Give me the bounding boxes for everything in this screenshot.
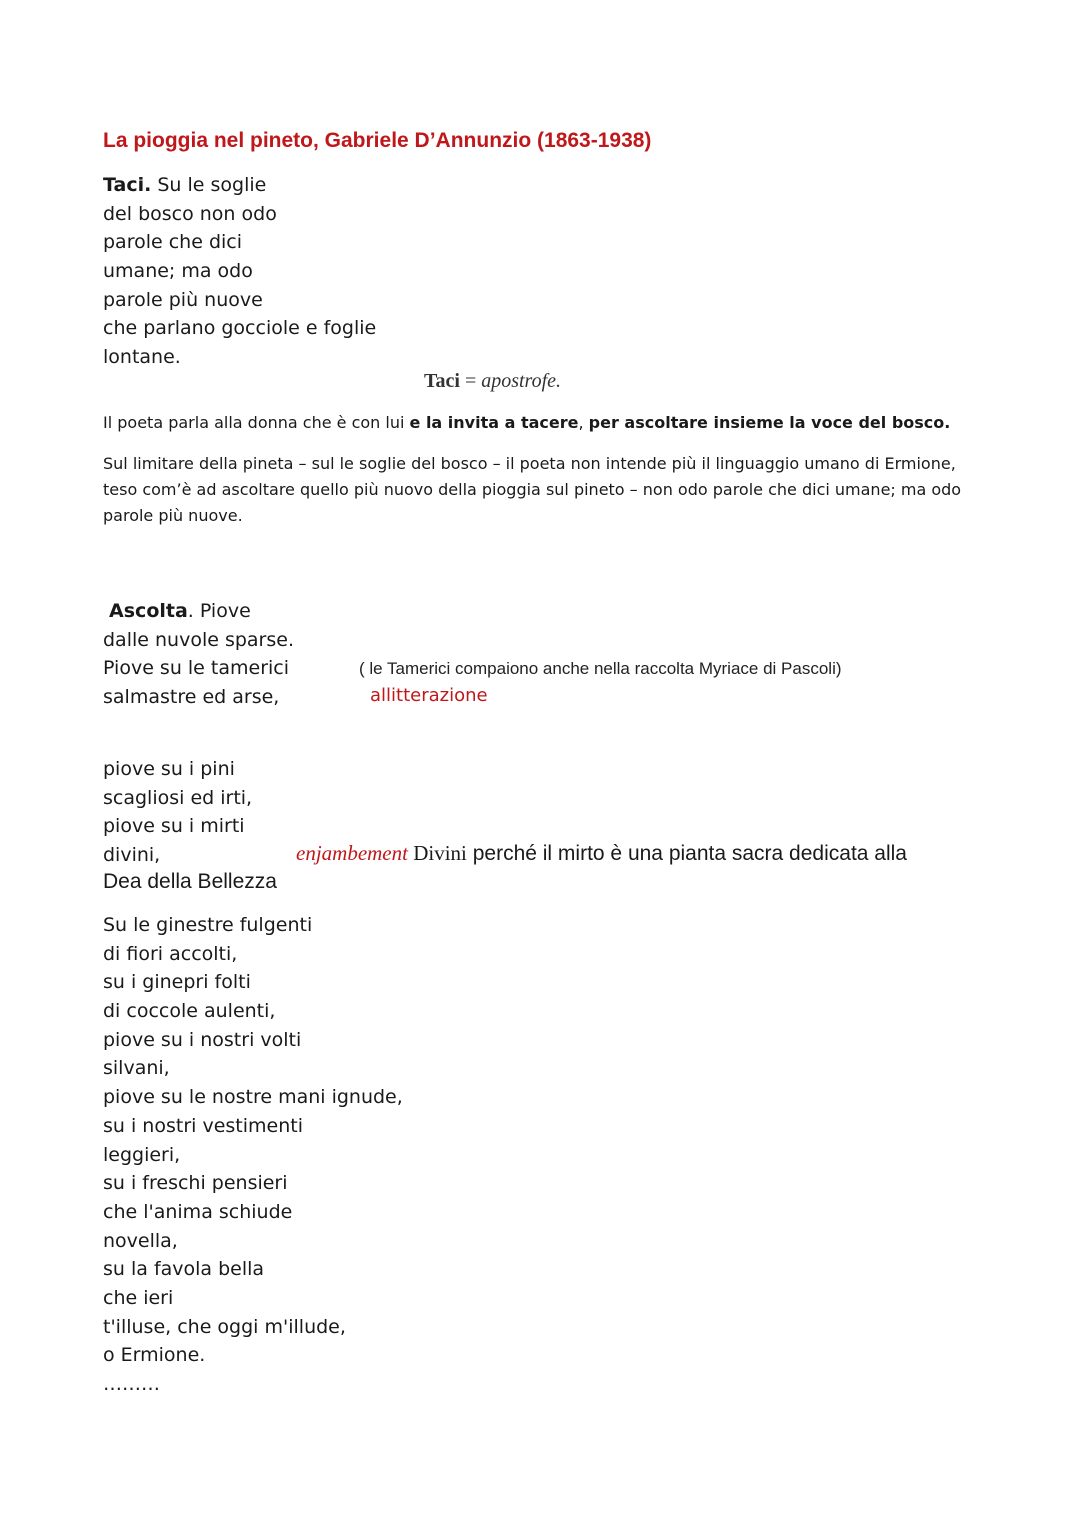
- note-allitterazione: allitterazione: [370, 685, 488, 706]
- verse-line: leggieri,: [103, 1143, 181, 1166]
- page-title: La pioggia nel pineto, Gabriele D’Annunzio (1863-1938): [103, 129, 652, 152]
- verse-line: su la favola bella: [103, 1258, 265, 1281]
- verse-line: piove su le nostre mani ignude,: [103, 1086, 403, 1109]
- verse-line: su i nostri vestimenti: [103, 1114, 303, 1137]
- note-enjambement: [296, 841, 907, 866]
- verse-line: che l'anima schiude: [103, 1200, 293, 1223]
- para-text: Il poeta parla alla donna che è con lui: [103, 413, 410, 432]
- stanza-1: [103, 171, 376, 372]
- verse-line: di coccole aulenti,: [103, 1000, 276, 1023]
- note-term: Taci: [424, 370, 460, 392]
- verse-line: su i freschi pensieri: [103, 1172, 288, 1195]
- verse-line: scagliosi ed irti,: [103, 786, 253, 809]
- note-apostrofe: [424, 370, 561, 393]
- verse-line: piove su i pini: [103, 758, 235, 780]
- note-term: Divini: [407, 841, 467, 865]
- verse-line: che parlano gocciole e foglie: [103, 317, 377, 340]
- verse-line: o Ermione.: [103, 1344, 206, 1367]
- verse-text: Su le soglie: [151, 174, 267, 196]
- verse-line: Piove su le tamerici: [103, 657, 290, 680]
- verse-line: [103, 597, 294, 626]
- verse-line: piove su i nostri volti: [103, 1028, 302, 1051]
- verse-line: del bosco non odo: [103, 202, 277, 225]
- verse-line: Su le ginestre fulgenti: [103, 914, 313, 936]
- verse-line: dalle nuvole sparse.: [103, 628, 294, 651]
- verse-line: parole più nuove: [103, 288, 263, 311]
- para-bold: per ascoltare insieme la voce del bosco.: [588, 413, 951, 432]
- verse-line: umane; ma odo: [103, 260, 253, 283]
- verse-line: divini,: [103, 844, 161, 867]
- note-tamerici: ( le Tamerici compaiono anche nella raccolta Myriace di Pascoli): [359, 659, 842, 678]
- commentary-paragraph-2: Sul limitare della pineta – sul le soglie del bosco – il poeta non intende più il linguaggio umano di Ermione, teso com’è ad ascoltare quello più nuovo della pioggia sul pineto – non odo parole che dici umane; ma odo parole più nuove.: [103, 454, 962, 525]
- verse-line: su i ginepri folti: [103, 971, 251, 994]
- note-text: perché il mirto è una pianta sacra dedicata alla: [466, 842, 907, 865]
- stanza-2: [103, 597, 294, 712]
- stanza-4: [103, 911, 403, 1399]
- para-bold: e la invita a tacere: [409, 413, 579, 432]
- stanza-3: [103, 755, 252, 870]
- note-equals: =: [459, 370, 482, 392]
- verse-line: salmastre ed arse,: [103, 686, 280, 709]
- verse-bold-word: Ascolta: [109, 600, 188, 622]
- note-enjambement-line-2: Dea della Bellezza: [103, 870, 277, 893]
- verse-line: novella,: [103, 1229, 178, 1252]
- verse-text: . Piove: [187, 600, 251, 622]
- verse-line: che ieri: [103, 1286, 174, 1309]
- verse-line: ………: [103, 1373, 160, 1395]
- verse-line: t'illuse, che oggi m'illude,: [103, 1315, 346, 1338]
- verse-line: di fiori accolti,: [103, 942, 238, 965]
- verse-line: parole che dici: [103, 231, 243, 254]
- verse-line: lontane.: [103, 346, 181, 369]
- verse-line: piove su i mirti: [103, 815, 245, 838]
- verse-bold-word: Taci.: [103, 174, 152, 196]
- verse-line: silvani,: [103, 1057, 170, 1080]
- verse-line: [103, 171, 376, 200]
- note-figure: apostrofe.: [481, 370, 562, 392]
- para-text: ,: [578, 413, 589, 432]
- commentary-paragraph-1: [103, 410, 983, 436]
- note-figure: enjambement: [296, 841, 408, 865]
